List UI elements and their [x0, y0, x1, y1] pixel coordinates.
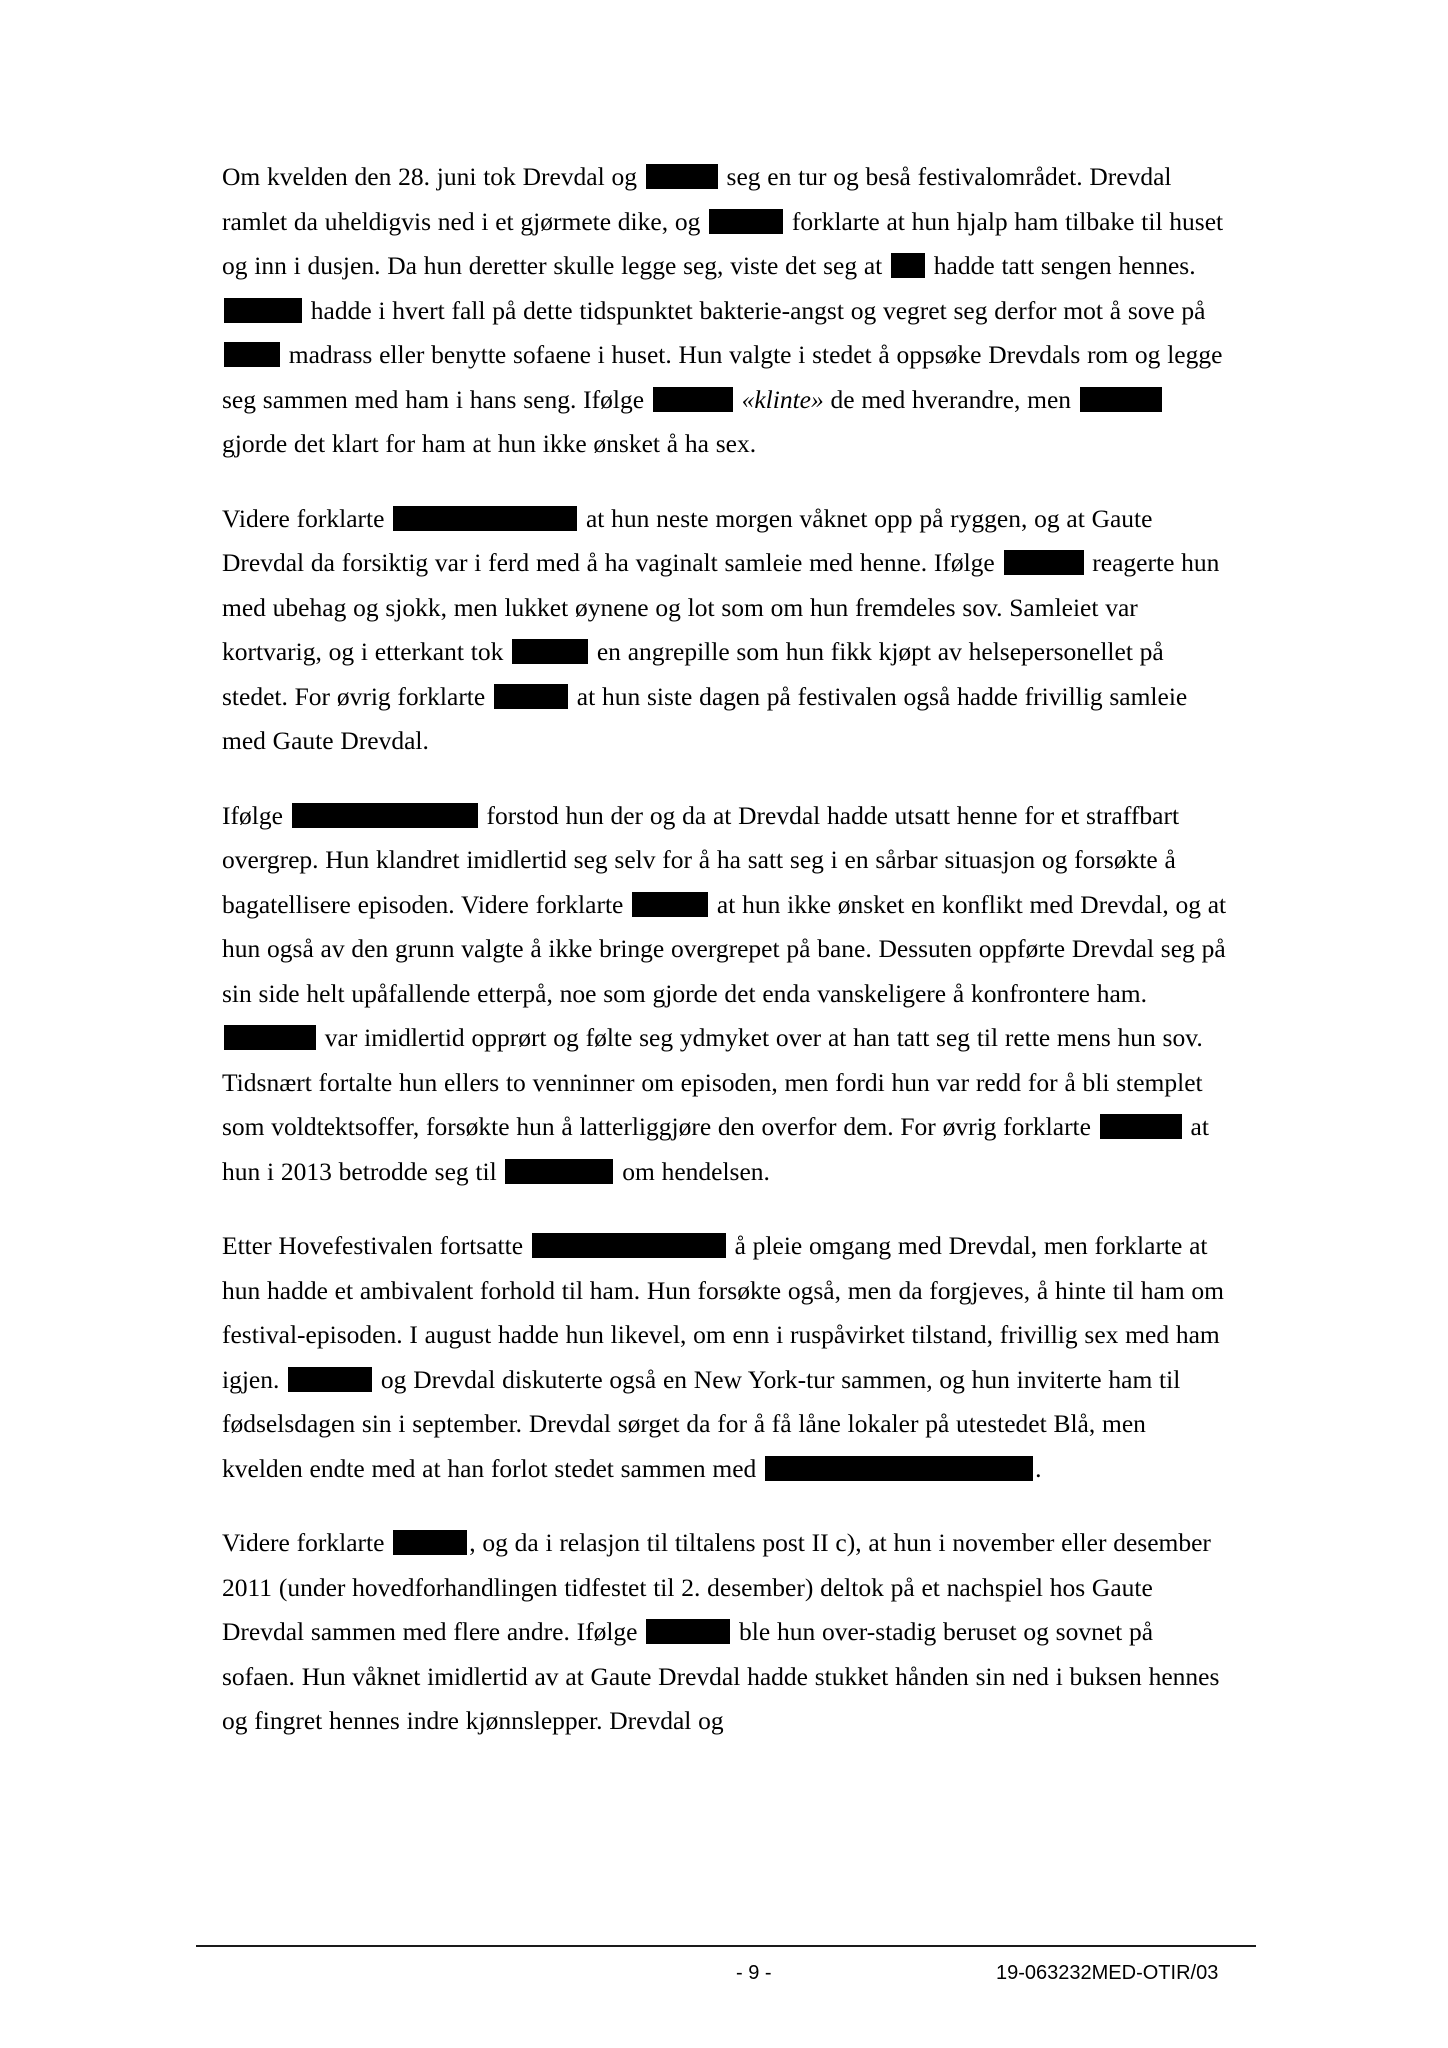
redaction-bar: [891, 253, 925, 278]
body-text: de med hverandre, men: [823, 384, 1078, 414]
body-text: at hun siste dagen på festivalen også hadde frivillig samleie med Gaute Drevdal.: [222, 681, 1188, 755]
footer-divider: [196, 1945, 1256, 1947]
body-text: forklarte at hun hjalp ham tilbake til huset og inn i dusjen. Da hun deretter skulle legge seg, viste det seg at: [222, 206, 1224, 280]
body-text: hadde i hvert fall på dette tidspunktet bakterie-angst og vegret seg derfor mot å sove på: [304, 295, 1206, 325]
body-text: ble hun over-stadig beruset og sovnet på sofaen. Hun våknet imidlertid av at Gaute Drevdal hadde stukket hånden sin ned i buksen hennes og fingret hennes indre kjønnslepper. Drevdal og: [222, 1617, 1220, 1735]
redaction-bar: [1004, 550, 1084, 575]
body-text: gjorde det klart for ham at hun ikke ønsket å ha sex.: [222, 429, 757, 458]
body-text: forstod hun der og da at Drevdal hadde utsatt henne for et straffbart overgrep. Hun klandret imidlertid seg selv for å ha satt seg i en sårbar situasjon og forsøkte å bagatellisere episoden. Videre forklarte: [222, 800, 1180, 919]
redaction-bar: [632, 892, 708, 917]
italic-text: «klinte»: [741, 384, 824, 414]
redaction-bar: [765, 1456, 1033, 1481]
body-text: Ifølge: [222, 800, 290, 830]
body-text: å pleie omgang med Drevdal, men forklarte at hun hadde et ambivalent forhold til ham. Hun forsøkte også, men da forgjeves, å hinte til ham om festival-episoden. I august hadde hun likevel, om enn i ruspåvirket tilstand, frivillig sex med ham igjen.: [222, 1231, 1225, 1394]
redaction-bar: [1100, 1114, 1182, 1139]
redaction-bar: [532, 1233, 726, 1258]
body-text: at hun i 2013 betrodde seg til: [222, 1112, 1209, 1186]
redaction-bar: [709, 209, 783, 234]
redaction-bar: [292, 803, 478, 828]
body-text: reagerte hun med ubehag og sjokk, men lukket øynene og lot som om hun fremdeles sov. Samleiet var kortvarig, og i etterkant tok: [222, 548, 1220, 666]
case-number: 19-063232MED-OTIR/03: [996, 1962, 1219, 1984]
paragraph: [222, 1224, 1232, 1491]
redaction-bar: [494, 684, 568, 709]
redaction-bar: [288, 1367, 372, 1392]
redaction-bar: [393, 1530, 467, 1555]
body-text: at hun ikke ønsket en konflikt med Drevdal, og at hun også av den grunn valgte å ikke bringe overgrepet på bane. Dessuten oppførte Drevdal seg på sin side helt upåfallende etterpå, noe som gjorde det enda vanskeligere å konfrontere ham.: [222, 889, 1227, 1008]
redaction-bar: [224, 342, 280, 367]
redaction-bar: [224, 298, 302, 323]
redaction-bar: [653, 387, 733, 412]
body-text: madrass eller benytte sofaene i huset. Hun valgte i stedet å oppsøke Drevdals rom og legge seg sammen med ham i hans seng. Ifølge: [222, 340, 1223, 414]
body-text: , og da i relasjon til tiltalens post II c), at hun i november eller desember 2011 (under hovedforhandlingen tidfestet til 2. desember) deltok på et nachspiel hos Gaute Drevdal sammen med flere andre. Ifølge: [222, 1528, 1211, 1646]
paragraph: [222, 497, 1232, 764]
body-text: Videre forklarte: [222, 1528, 392, 1557]
paragraph: [222, 155, 1232, 467]
body-text: [735, 385, 742, 414]
body-text: Videre forklarte: [222, 503, 392, 533]
redaction-bar: [224, 1025, 316, 1050]
body-text: .: [1035, 1453, 1042, 1483]
redaction-bar: [646, 164, 718, 189]
body-text: Om kvelden den 28. juni tok Drevdal og: [222, 162, 644, 191]
page-footer: [196, 1962, 1256, 2002]
body-text: og Drevdal diskuterte også en New York-tur sammen, og hun inviterte ham til fødselsdagen sin i september. Drevdal sørget da for å få låne lokaler på utestedet Blå, men kvelden endte med at han forlot stedet sammen med: [222, 1364, 1181, 1483]
body-text: seg en tur og beså festivalområdet. Drevdal ramlet da uheldigvis ned i et gjørmete dike, og: [222, 162, 1172, 236]
body-text: Etter Hovefestivalen fortsatte: [222, 1231, 530, 1260]
redaction-bar: [512, 639, 588, 664]
page-number: - 9 -: [736, 1962, 772, 1984]
body-text: at hun neste morgen våknet opp på ryggen, og at Gaute Drevdal da forsiktig var i ferd med å ha vaginalt samleie med henne. Ifølge: [222, 503, 1153, 577]
document-body: [222, 155, 1232, 1744]
redaction-bar: [505, 1159, 613, 1184]
body-text: om hendelsen.: [615, 1156, 770, 1186]
body-text: en angrepille som hun fikk kjøpt av helsepersonellet på stedet. For øvrig forklarte: [222, 637, 1164, 711]
redaction-bar: [646, 1619, 730, 1644]
redaction-bar: [1080, 387, 1162, 412]
body-text: hadde tatt sengen hennes.: [927, 251, 1196, 280]
paragraph: [222, 1521, 1232, 1744]
body-text: var imidlertid opprørt og følte seg ydmyket over at han tatt seg til rette mens hun sov. Tidsnært fortalte hun ellers to venninner om episoden, men fordi hun var redd for å bli stemplet som voldtektsoffer, forsøkte hun å latterliggjøre den overfor dem. For øvrig forklarte: [222, 1023, 1203, 1141]
paragraph: [222, 794, 1232, 1195]
redaction-bar: [393, 506, 577, 531]
